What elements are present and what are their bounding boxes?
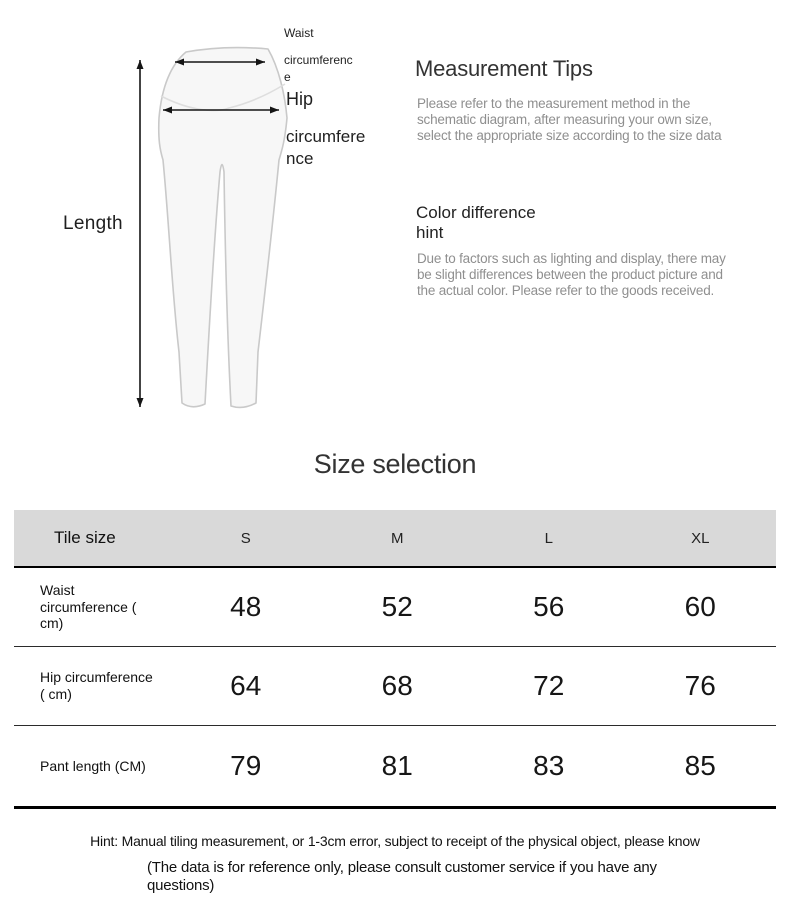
length-value-s: 79 [230, 750, 262, 781]
color-difference-title: Color difference hint [416, 203, 536, 242]
row-label: Waist circumference ( cm) [40, 581, 137, 632]
table-row-waist [14, 568, 776, 647]
waist-label: Waist [284, 26, 314, 40]
header-tile-size: Tile size [54, 528, 116, 547]
hip-value-l: 72 [533, 670, 565, 701]
waist-circumference-label: circumference [284, 53, 353, 85]
size-table [14, 510, 776, 809]
measurement-tips-title: Measurement Tips [415, 56, 593, 81]
waist-value-s: 48 [230, 591, 262, 622]
waist-value-l: 56 [533, 591, 565, 622]
header-size-m: M [391, 529, 404, 547]
size-selection-title: Size selection [313, 449, 477, 479]
hip-circumference-label: circumference [286, 127, 366, 169]
table-row-hip [14, 647, 776, 726]
length-value-xl: 85 [684, 750, 716, 781]
header-size-xl: XL [691, 529, 710, 547]
header-size-l: L [544, 529, 553, 547]
reference-only-hint: (The data is for reference only, please consult customer service if you have any questions) [147, 859, 657, 894]
hip-value-s: 64 [230, 670, 262, 701]
hip-value-xl: 76 [684, 670, 716, 701]
row-label: Pant length (CM) [40, 757, 146, 774]
header-size-s: S [240, 529, 251, 547]
measurement-error-hint: Hint: Manual tiling measurement, or 1-3cm error, subject to receipt of the physical object, please know [90, 833, 700, 849]
waist-value-xl: 60 [684, 591, 716, 622]
table-row-pant-length [14, 726, 776, 809]
waist-value-m: 52 [381, 591, 413, 622]
size-table-header-row [14, 510, 776, 568]
color-difference-body: Due to factors such as lighting and display, there may be slight differences between the product picture and the actual color. Please refer to the goods received. [417, 251, 726, 298]
length-value-l: 83 [533, 750, 565, 781]
length-label: Length [63, 213, 123, 234]
pants-outline [159, 48, 287, 408]
hip-value-m: 68 [381, 670, 413, 701]
length-value-m: 81 [381, 750, 413, 781]
row-label: Hip circumference ( cm) [40, 669, 153, 702]
hip-label: Hip [286, 89, 314, 109]
measurement-tips-body: Please refer to the measurement method in the schematic diagram, after measuring your own size, select the appropriate size according to the size data [417, 96, 722, 143]
